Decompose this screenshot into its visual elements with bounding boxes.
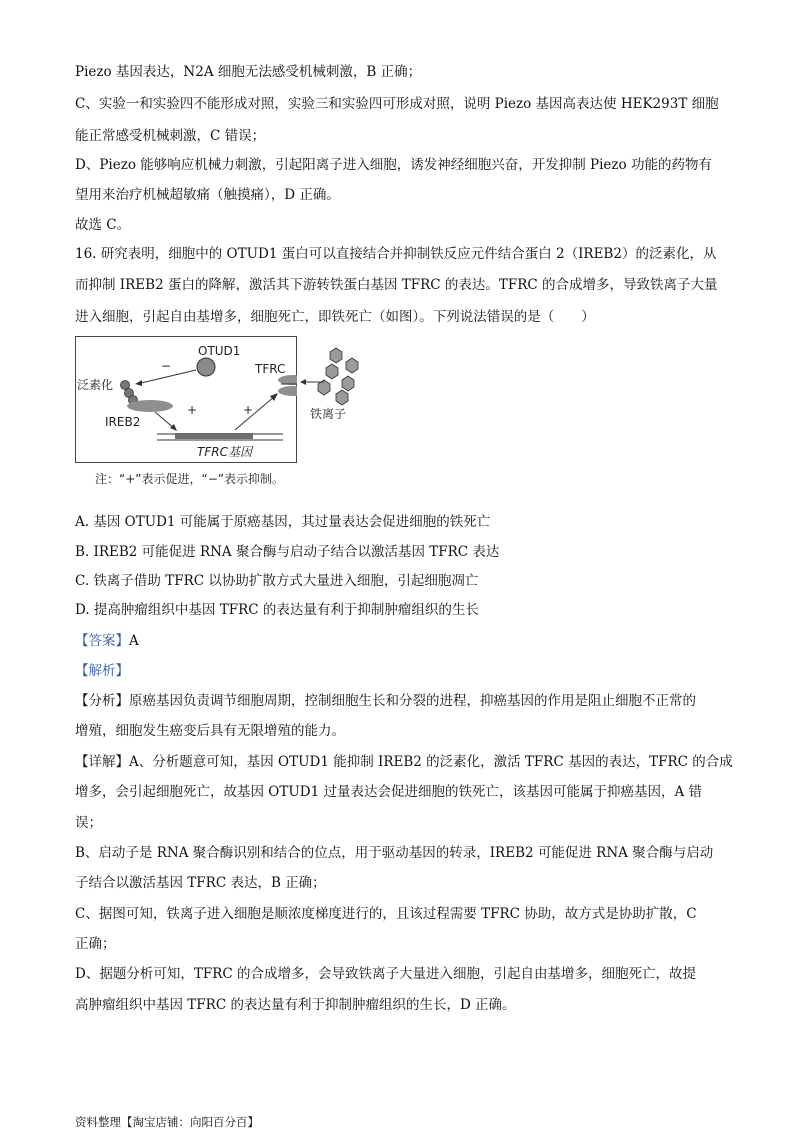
option-c: C. 铁离子借助 TFRC 以协助扩散方式大量进入细胞，引起细胞凋亡: [75, 573, 479, 589]
fenxi-line-2: 增殖，细胞发生癌变后具有无限增殖的能力。: [75, 723, 345, 739]
prev-line-5: 望用来治疗机械超敏痛（触摸痛），D 正确。: [75, 187, 340, 203]
detail-line-6: C、据图可知，铁离子进入细胞是顺浓度梯度进行的，且该过程需要 TFRC 协助，故方式是协助扩散，C: [75, 906, 697, 922]
iron-ion-icon: [326, 364, 338, 379]
question-stem-line-2: 而抑制 IREB2 蛋白的降解，激活其下游转铁蛋白基因 TFRC 的表达。TFRC 的合成增多，导致铁离子大量: [75, 277, 718, 293]
detail-line-5: 子结合以激活基因 TFRC 表达，B 正确；: [75, 875, 326, 891]
tfrc-label: TFRC: [255, 362, 286, 376]
iron-arrowhead: [300, 379, 306, 385]
iron-ion-icon: [346, 358, 358, 373]
gene-to-tfrc-arrow: [235, 396, 275, 430]
figure-note: 注：“+”表示促进，“−”表示抑制。: [95, 472, 284, 486]
inhibit-arrowhead: [135, 380, 142, 386]
prev-line-1: Piezo 基因表达，N2A 细胞无法感受机械刺激，B 正确；: [75, 64, 422, 80]
ireb2-label: IREB2: [105, 415, 141, 429]
plus-sign-1: +: [187, 403, 198, 417]
iron-ion-icon: [336, 390, 348, 405]
otud1-label: OTUD1: [198, 344, 241, 358]
tfrc-gene-label: TFRC基因: [197, 445, 252, 459]
analysis-label: 【解析】: [75, 663, 129, 679]
detail-line-8: D、据题分析可知，TFRC 的合成增多，会导致铁离子大量进入细胞，引起自由基增多，细胞死亡，故提: [75, 966, 696, 982]
answer-label: 【答案】: [75, 633, 129, 649]
option-b: B. IREB2 可能促进 RNA 聚合酶与启动子结合以激活基因 TFRC 表达: [75, 544, 500, 560]
tfrc-gene-segment: [175, 433, 253, 439]
option-d: D. 提高肿瘤组织中基因 TFRC 的表达量有利于抑制肿瘤组织的生长: [75, 602, 479, 618]
detail-line-3: 误；: [75, 815, 102, 831]
iron-ion-icon: [330, 348, 342, 363]
iron-ions-group: [290, 346, 380, 426]
question-stem-line-3: 进入细胞，引起自由基增多，细胞死亡，即铁死亡（如图）。下列说法错误的是（ ）: [75, 309, 595, 325]
prev-line-2: C、实验一和实验四不能形成对照，实验三和实验四可形成对照，说明 Piezo 基因高表达使 HEK293T 细胞: [75, 96, 719, 112]
detail-line-2: 增多，会引起细胞死亡，故基因 OTUD1 过量表达会促进细胞的铁死亡，该基因可能属于抑癌基因，A 错: [75, 784, 702, 800]
ireb2-protein-icon: [127, 400, 173, 412]
ferroptosis-diagram: [75, 336, 297, 463]
prev-choice: 故选 C。: [75, 217, 131, 233]
otud1-protein-icon: [197, 358, 215, 376]
ubiquitination-label: 泛素化: [77, 378, 114, 392]
question-stem-line-1: 16. 研究表明，细胞中的 OTUD1 蛋白可以直接结合并抑制铁反应元件结合蛋白 2（IREB2）的泛素化，从: [75, 246, 717, 262]
detail-line-1: 【详解】A、分析题意可知，基因 OTUD1 能抑制 IREB2 的泛素化，激活 TFRC 基因的表达，TFRC 的合成: [75, 754, 733, 770]
ubiquitin-icon: [121, 381, 130, 390]
detail-line-9: 高肿瘤组织中基因 TFRC 的表达量有利于抑制肿瘤组织的生长，D 正确。: [75, 997, 516, 1013]
plus-sign-2: +: [243, 403, 254, 417]
iron-label: 铁离子: [310, 407, 347, 421]
prev-line-4: D、Piezo 能够响应机械力刺激，引起阳离子进入细胞，诱发神经细胞兴奋，开发抑制 Piezo 功能的药物有: [75, 157, 712, 173]
fenxi-line-1: 【分析】原癌基因负责调节细胞周期，控制细胞生长和分裂的进程，抑癌基因的作用是阻止细胞不正常的: [75, 693, 696, 709]
cell-boundary: [76, 337, 297, 463]
answer-value: A: [129, 633, 139, 649]
prev-line-3: 能正常感受机械刺激，C 错误；: [75, 128, 266, 144]
answer-line: [75, 631, 740, 651]
option-a: A. 基因 OTUD1 可能属于原癌基因，其过量表达会促进细胞的铁死亡: [75, 514, 491, 530]
footer-source: 资料整理【淘宝店铺：向阳百分百】: [75, 1115, 259, 1129]
detail-line-7: 正确；: [75, 936, 116, 952]
detail-line-4: B、启动子是 RNA 聚合酶识别和结合的位点，用于驱动基因的转录，IREB2 可能促进 RNA 聚合酶与启动: [75, 845, 714, 861]
minus-sign: −: [161, 359, 172, 373]
iron-ion-icon: [342, 376, 354, 391]
